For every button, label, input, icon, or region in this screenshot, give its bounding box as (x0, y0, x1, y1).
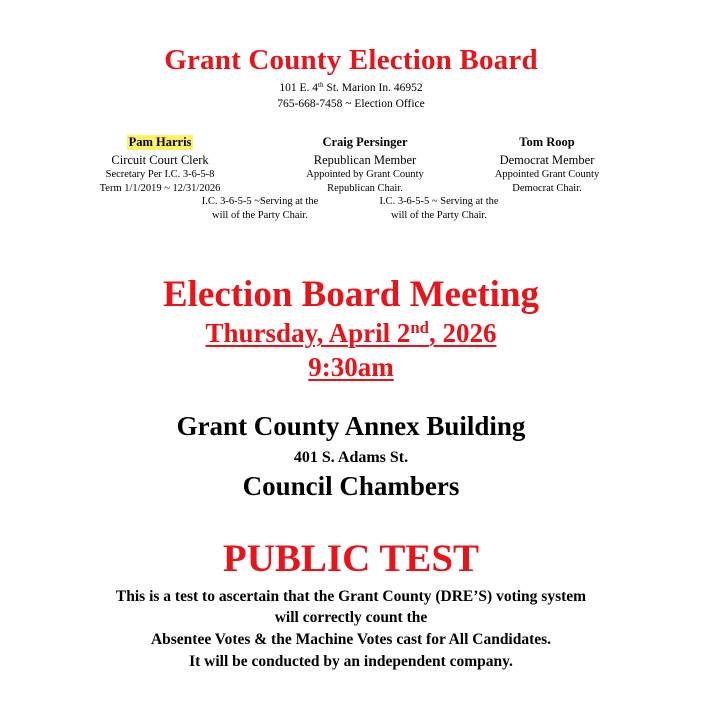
member-note: Secretary Per I.C. 3-6-5-8 (105, 169, 215, 180)
meeting-time (0, 352, 702, 383)
statute-line: will of the Party Chair. (212, 210, 308, 221)
member-note: Republican Chair. (327, 183, 403, 194)
member-tom-roop (467, 133, 627, 196)
date-part: , 2026 (428, 318, 497, 348)
public-test-heading: PUBLIC TEST (222, 537, 480, 580)
meeting-date (0, 318, 702, 349)
member-note: Term 1/1/2019 ~ 12/31/2026 (99, 183, 221, 194)
address-part: 101 E. 4 (279, 82, 319, 94)
member-role: Democrat Member (499, 153, 595, 167)
public-test-line: will correctly count the (274, 609, 428, 626)
member-name: Pam Harris (128, 135, 192, 149)
meeting-time-text: 9:30am (308, 352, 394, 382)
meeting-title: Election Board Meeting (162, 274, 540, 315)
board-address (0, 82, 702, 94)
statute-line: will of the Party Chair. (391, 210, 487, 221)
statute-line: I.C. 3-6-5-5 ~ Serving at the (379, 196, 499, 207)
member-name: Tom Roop (519, 135, 575, 149)
venue-street: 401 S. Adams St. (293, 449, 409, 466)
venue-building: Grant County Annex Building (176, 411, 526, 441)
member-note: Democrat Chair. (512, 183, 582, 194)
member-pam-harris (80, 133, 240, 196)
date-superscript: nd (410, 317, 429, 337)
statute-line: I.C. 3-6-5-5 ~Serving at the (201, 196, 319, 207)
board-title: Grant County Election Board (164, 44, 538, 76)
address-superscript: th (318, 81, 324, 90)
board-phone: 765-668-7458 ~ Election Office (277, 98, 425, 110)
statute-note-left (185, 195, 335, 223)
member-name: Craig Persinger (322, 135, 408, 149)
public-test-line: It will be conducted by an independent company. (189, 653, 513, 670)
public-test-line: Absentee Votes & the Machine Votes cast for All Candidates. (150, 631, 552, 648)
statute-note-right (364, 195, 514, 223)
public-test-line: This is a test to ascertain that the Grant County (DRE’S) voting system (115, 588, 587, 605)
address-part: St. Marion In. 46952 (323, 82, 423, 94)
date-part: Thursday, April 2 (205, 318, 411, 348)
member-craig-persinger (285, 133, 445, 196)
member-role: Republican Member (313, 153, 417, 167)
member-note: Appointed Grant County (494, 169, 600, 180)
member-note: Appointed by Grant County (306, 169, 424, 180)
venue-room: Council Chambers (242, 471, 460, 501)
member-role: Circuit Court Clerk (111, 153, 209, 167)
